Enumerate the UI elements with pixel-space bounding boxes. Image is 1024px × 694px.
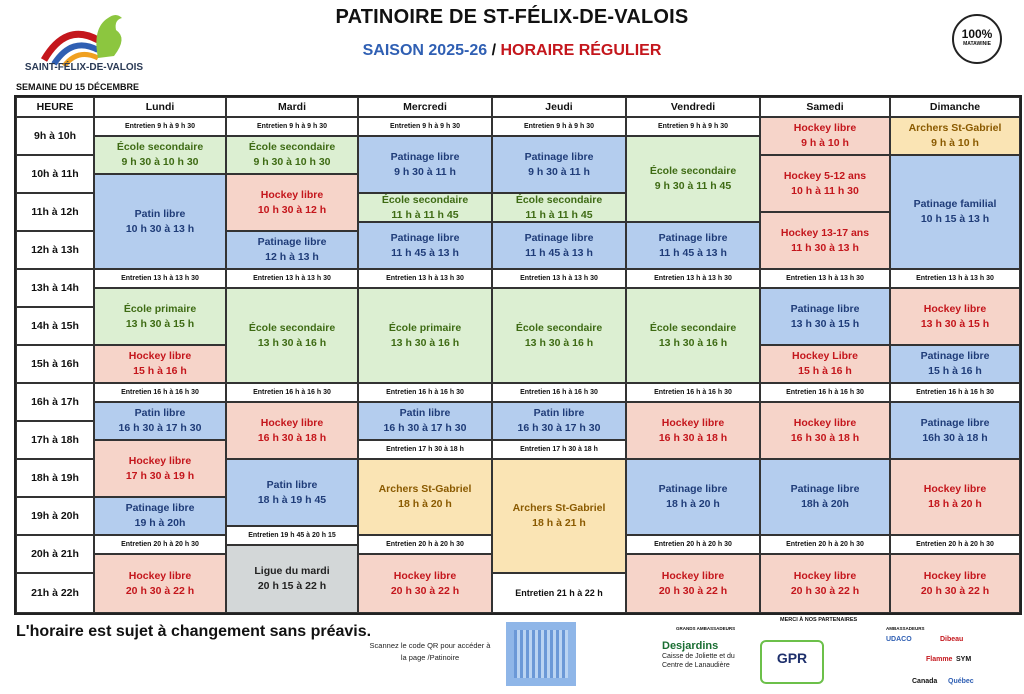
- hour-label: 10h à 11h: [16, 155, 94, 193]
- event-maintenance: Entretien 9 h à 9 h 30: [626, 117, 760, 136]
- event-block: École secondaire 13 h 30 à 16 h: [626, 288, 760, 383]
- event-maintenance: Entretien 13 h à 13 h 30: [226, 269, 358, 288]
- event-maintenance: Entretien 20 h à 20 h 30: [358, 535, 492, 554]
- event-block: Hockey libre 20 h 30 à 22 h: [94, 554, 226, 613]
- event-block: Patin libre 18 h à 19 h 45: [226, 459, 358, 526]
- event-block: Hockey 5-12 ans 10 h à 11 h 30: [760, 155, 890, 212]
- event-block: Archers St-Gabriel 9 h à 10 h: [890, 117, 1020, 155]
- event-block: Ligue du mardi 20 h 15 à 22 h: [226, 545, 358, 613]
- sponsor-logo: Dibeau: [940, 636, 964, 643]
- event-block: Hockey libre 9 h à 10 h: [760, 117, 890, 155]
- hour-label: 15h à 16h: [16, 345, 94, 383]
- event-block: Patin libre 16 h 30 à 17 h 30: [358, 402, 492, 440]
- event-block: Hockey libre 16 h 30 à 18 h: [626, 402, 760, 459]
- event-block: Patinage libre 9 h 30 à 11 h: [492, 136, 626, 193]
- sponsor-logo: Québec: [948, 678, 974, 685]
- event-maintenance: Entretien 13 h à 13 h 30: [626, 269, 760, 288]
- ambassadeurs-label: AMBASSADEURS: [886, 626, 925, 631]
- event-block: Patinage libre 11 h 45 à 13 h: [358, 222, 492, 269]
- badge-region: MATAWINIE: [963, 41, 991, 47]
- event-block: Patinage libre 9 h 30 à 11 h: [358, 136, 492, 193]
- desjardins-name: Desjardins: [662, 640, 719, 652]
- qr-pattern: [514, 630, 568, 678]
- qr-code-icon[interactable]: [506, 622, 576, 686]
- event-maintenance: Entretien 13 h à 13 h 30: [890, 269, 1020, 288]
- event-block: Patinage libre 18 h à 20 h: [626, 459, 760, 535]
- event-block: Patinage libre 16h 30 à 18 h: [890, 402, 1020, 459]
- week-label: SEMAINE DU 15 DÉCEMBRE: [16, 82, 140, 92]
- hour-label: 19h à 20h: [16, 497, 94, 535]
- sponsor-logo: Canada: [912, 678, 938, 685]
- event-block: Patinage libre 11 h 45 à 13 h: [626, 222, 760, 269]
- event-block: Hockey libre 10 h 30 à 12 h: [226, 174, 358, 231]
- column-header-vendredi: Vendredi: [626, 97, 760, 117]
- column-header-jeudi: Jeudi: [492, 97, 626, 117]
- column-header-mercredi: Mercredi: [358, 97, 492, 117]
- sponsor-logo: UDACO: [886, 636, 912, 643]
- column-header-samedi: Samedi: [760, 97, 890, 117]
- season-label: SAISON 2025-26: [362, 42, 488, 59]
- event-maintenance: Entretien 9 h à 9 h 30: [94, 117, 226, 136]
- event-maintenance: Entretien 21 h à 22 h: [492, 573, 626, 613]
- event-block: École secondaire 13 h 30 à 16 h: [492, 288, 626, 383]
- logo-text: SAINT-FÉLIX-DE-VALOIS: [24, 62, 144, 73]
- schedule-grid: [14, 95, 1022, 615]
- event-block: Patin libre 16 h 30 à 17 h 30: [94, 402, 226, 440]
- column-header-mardi: Mardi: [226, 97, 358, 117]
- event-block: Hockey libre 20 h 30 à 22 h: [626, 554, 760, 613]
- hour-label: 12h à 13h: [16, 231, 94, 269]
- event-block: Hockey libre 20 h 30 à 22 h: [358, 554, 492, 613]
- event-block: École secondaire 11 h à 11 h 45: [358, 193, 492, 222]
- event-block: École primaire 13 h 30 à 15 h: [94, 288, 226, 345]
- page-subtitle: [0, 42, 1024, 60]
- event-maintenance: Entretien 13 h à 13 h 30: [492, 269, 626, 288]
- matawinie-badge: [952, 14, 1002, 64]
- page-title: PATINOIRE DE ST-FÉLIX-DE-VALOIS: [335, 6, 689, 28]
- hour-label: 14h à 15h: [16, 307, 94, 345]
- event-block: Patinage libre 18h à 20h: [760, 459, 890, 535]
- event-maintenance: Entretien 13 h à 13 h 30: [760, 269, 890, 288]
- schedule-type-label: HORAIRE RÉGULIER: [500, 42, 662, 59]
- event-block: École secondaire 9 h 30 à 11 h 45: [626, 136, 760, 222]
- event-block: Patin libre 16 h 30 à 17 h 30: [492, 402, 626, 440]
- event-block: Hockey libre 18 h à 20 h: [890, 459, 1020, 535]
- event-block: École secondaire 11 h à 11 h 45: [492, 193, 626, 222]
- column-header-dimanche: Dimanche: [890, 97, 1020, 117]
- event-block: Patinage familial 10 h 15 à 13 h: [890, 155, 1020, 269]
- hour-label: 13h à 14h: [16, 269, 94, 307]
- event-block: Hockey libre 13 h 30 à 15 h: [890, 288, 1020, 345]
- partners-title: MERCI À NOS PARTENAIRES: [780, 617, 858, 623]
- event-maintenance: Entretien 17 h 30 à 18 h: [358, 440, 492, 459]
- event-maintenance: Entretien 17 h 30 à 18 h: [492, 440, 626, 459]
- hour-label: 17h à 18h: [16, 421, 94, 459]
- event-block: Hockey libre 20 h 30 à 22 h: [760, 554, 890, 613]
- event-block: Patinage libre 13 h 30 à 15 h: [760, 288, 890, 345]
- page-header: [0, 0, 1024, 95]
- hour-label: 21h à 22h: [16, 573, 94, 613]
- event-maintenance: Entretien 13 h à 13 h 30: [94, 269, 226, 288]
- column-header-heure: HEURE: [16, 97, 94, 117]
- subtitle-separator: /: [487, 42, 501, 59]
- event-maintenance: Entretien 16 h à 16 h 30: [94, 383, 226, 402]
- event-block: Patinage libre 12 h à 13 h: [226, 231, 358, 269]
- event-maintenance: Entretien 16 h à 16 h 30: [760, 383, 890, 402]
- event-block: École secondaire 13 h 30 à 16 h: [226, 288, 358, 383]
- gpr-logo: [760, 640, 824, 684]
- column-header-lundi: Lundi: [94, 97, 226, 117]
- event-block: Hockey libre 16 h 30 à 18 h: [760, 402, 890, 459]
- hour-label: 9h à 10h: [16, 117, 94, 155]
- event-block: Patin libre 10 h 30 à 13 h: [94, 174, 226, 269]
- event-maintenance: Entretien 16 h à 16 h 30: [626, 383, 760, 402]
- event-maintenance: Entretien 16 h à 16 h 30: [492, 383, 626, 402]
- qr-instructions: Scannez le code QR pour accéder à la page /Patinoire: [369, 641, 491, 662]
- hour-label: 20h à 21h: [16, 535, 94, 573]
- event-block: Hockey libre 16 h 30 à 18 h: [226, 402, 358, 459]
- event-maintenance: Entretien 16 h à 16 h 30: [890, 383, 1020, 402]
- event-block: École secondaire 9 h 30 à 10 h 30: [226, 136, 358, 174]
- event-block: Archers St-Gabriel 18 h à 20 h: [358, 459, 492, 535]
- event-block: École secondaire 9 h 30 à 10 h 30: [94, 136, 226, 174]
- event-maintenance: Entretien 20 h à 20 h 30: [760, 535, 890, 554]
- gpr-name: GPR: [776, 650, 808, 666]
- event-maintenance: Entretien 9 h à 9 h 30: [226, 117, 358, 136]
- event-block: Patinage libre 15 h à 16 h: [890, 345, 1020, 383]
- event-maintenance: Entretien 13 h à 13 h 30: [358, 269, 492, 288]
- sponsor-logo: Flamme: [926, 656, 953, 663]
- event-block: École primaire 13 h 30 à 16 h: [358, 288, 492, 383]
- sponsor-logo: SYM: [956, 656, 972, 663]
- event-maintenance: Entretien 9 h à 9 h 30: [358, 117, 492, 136]
- event-block: Patinage libre 11 h 45 à 13 h: [492, 222, 626, 269]
- event-block: Hockey Libre 15 h à 16 h: [760, 345, 890, 383]
- desjardins-logo: [662, 640, 752, 670]
- event-maintenance: Entretien 16 h à 16 h 30: [226, 383, 358, 402]
- hour-label: 16h à 17h: [16, 383, 94, 421]
- badge-percent: 100%: [961, 27, 993, 41]
- event-maintenance: Entretien 9 h à 9 h 30: [492, 117, 626, 136]
- event-maintenance: Entretien 16 h à 16 h 30: [358, 383, 492, 402]
- hour-label: 18h à 19h: [16, 459, 94, 497]
- event-block: Archers St-Gabriel 18 h à 21 h: [492, 459, 626, 573]
- event-maintenance: Entretien 20 h à 20 h 30: [94, 535, 226, 554]
- grands-ambassadeurs-label: GRANDS AMBASSADEURS: [676, 626, 736, 631]
- event-block: Hockey libre 20 h 30 à 22 h: [890, 554, 1020, 613]
- desjardins-subtitle: Caisse de Joliette et du Centre de Lanaudière: [662, 653, 735, 669]
- event-maintenance: Entretien 19 h 45 à 20 h 15: [226, 526, 358, 545]
- hour-label: 11h à 12h: [16, 193, 94, 231]
- schedule-disclaimer: L'horaire est sujet à changement sans préavis.: [16, 623, 372, 640]
- event-maintenance: Entretien 20 h à 20 h 30: [890, 535, 1020, 554]
- event-block: Hockey libre 15 h à 16 h: [94, 345, 226, 383]
- event-maintenance: Entretien 20 h à 20 h 30: [626, 535, 760, 554]
- event-block: Patinage libre 19 h à 20h: [94, 497, 226, 535]
- event-block: Hockey libre 17 h 30 à 19 h: [94, 440, 226, 497]
- event-block: Hockey 13-17 ans 11 h 30 à 13 h: [760, 212, 890, 269]
